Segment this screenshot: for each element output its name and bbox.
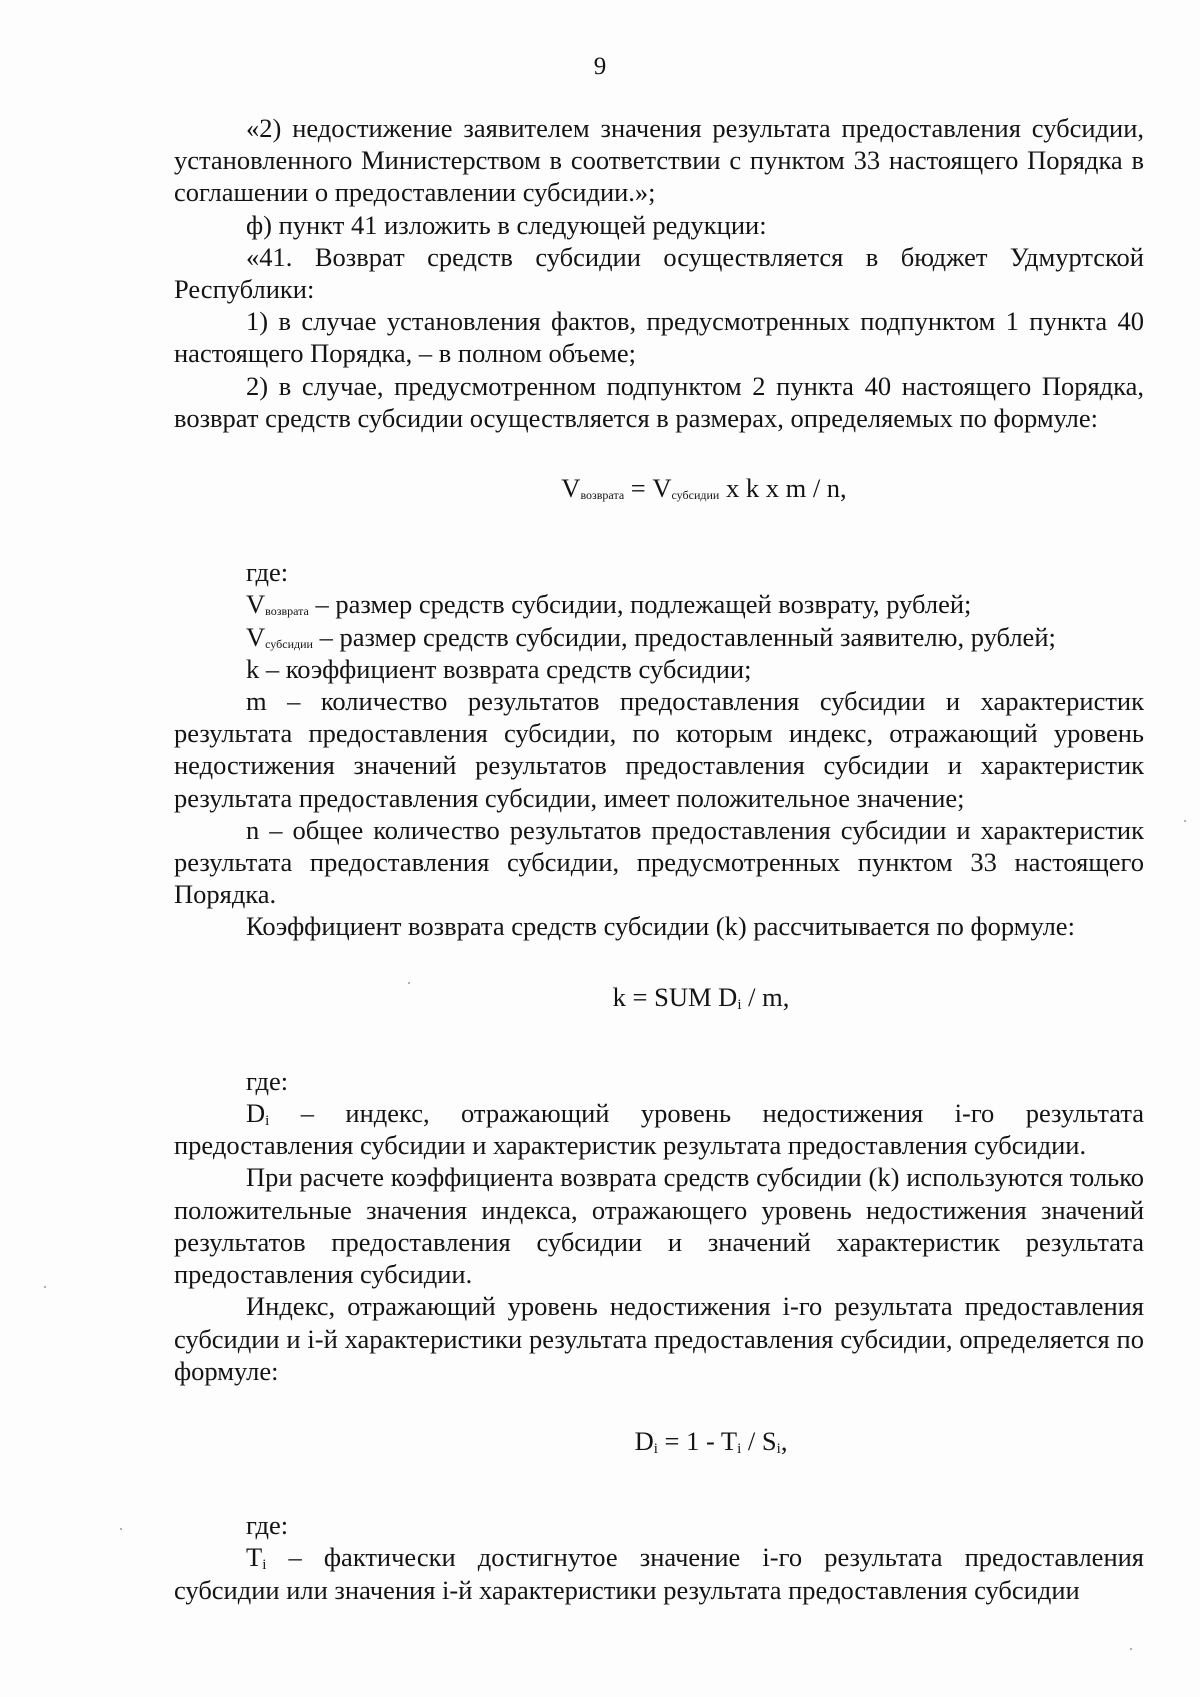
- scan-speck: [1184, 820, 1186, 822]
- definition-v-subsidy: [174, 621, 1144, 653]
- spacer: [174, 504, 1144, 556]
- definition-subscript: i: [262, 1557, 267, 1574]
- formula-subscript: i: [653, 1440, 658, 1457]
- definition-symbol: V: [246, 589, 266, 620]
- definition-subscript: субсидии: [265, 636, 313, 651]
- where-label: где:: [246, 1065, 289, 1096]
- definition-text: – размер средств субсидии, подлежащей возврату, рублей;: [308, 589, 972, 620]
- formula-text: x k x m / n,: [719, 473, 847, 504]
- scan-speck: [408, 982, 410, 984]
- paragraph-positive-values: При расчете коэффициента возврата средств субсидии (k) используются только положительные значения индекса, отражающего уровень недостижения значений результатов предоставления субсидии и значений характеристик результата предоставления субсидии.: [174, 1162, 1144, 1290]
- definition-symbol: D: [246, 1098, 266, 1129]
- definition-n: n – общее количество результатов предоставления субсидии и характеристик результата предоставления субсидии, предусмотренных пунктом 33 настоящего Порядка.: [174, 814, 1144, 910]
- definition-text: – размер средств субсидии, предоставленный заявителю, рублей;: [312, 621, 1056, 652]
- formula-subscript: субсидии: [671, 488, 720, 503]
- formula-text: / S: [741, 1425, 777, 1456]
- formula-subscript: возврата: [580, 488, 625, 503]
- formula-coefficient-k: [174, 981, 1144, 1013]
- formula-symbol: V: [561, 473, 581, 504]
- page-number: 9: [593, 53, 607, 80]
- definition-v-return: [174, 588, 1144, 620]
- where-label: где:: [246, 557, 289, 588]
- paragraph-item-2: «2) недостижение заявителем значения результата предоставления субсидии, установленного Министерством в соответствии с пунктом 33 настоящего Порядка в соглашении о предоставлении субсидии.»;: [174, 113, 1144, 208]
- formula-return-amount: [174, 472, 1144, 504]
- formula-text: = V: [624, 473, 672, 504]
- where-label: где:: [246, 1510, 289, 1541]
- paragraph-subpoint-2: 2) в случае, предусмотренном подпунктом 2 пункта 40 настоящего Порядка, возврат средств субсидии осуществляется в размерах, определяемых по формуле:: [174, 370, 1144, 433]
- definition-symbol: V: [246, 621, 266, 652]
- definition-k: k – коэффициент возврата средств субсидии;: [246, 653, 752, 684]
- definition-text: – фактически достигнутое значение i-го результата предоставления субсидии или значения i-й характеристики результата предоставления субсидии: [174, 1542, 1144, 1605]
- spacer: [174, 434, 1144, 472]
- definition-d: [174, 1097, 1144, 1161]
- formula-text: = 1 - T: [657, 1425, 738, 1456]
- definition-text: – индекс, отражающий уровень недостижения i-го результата предоставления субсидии и характеристик результата предоставления субсидии.: [174, 1098, 1144, 1161]
- scan-speck: [44, 1286, 46, 1288]
- formula-text: ,: [780, 1425, 788, 1456]
- scan-speck: [1130, 1648, 1132, 1650]
- formula-subscript: i: [737, 996, 742, 1013]
- paragraph-item-f: ф) пункт 41 изложить в следующей редукции:: [246, 209, 767, 240]
- formula-text: D: [634, 1425, 654, 1456]
- document-body: [174, 112, 1144, 1606]
- definition-subscript: i: [265, 1113, 270, 1130]
- spacer: [174, 943, 1144, 981]
- spacer: [174, 1013, 1144, 1065]
- formula-text: / m,: [741, 981, 790, 1012]
- scan-speck: [120, 1528, 122, 1530]
- definition-subscript: возврата: [265, 604, 309, 619]
- formula-index-d: [174, 1425, 1144, 1457]
- paragraph-index-intro: Индекс, отражающий уровень недостижения i-го результата предоставления субсидии и i-й характеристики результата предоставления субсидии, определяется по формуле:: [174, 1291, 1144, 1386]
- paragraph-point-41: «41. Возврат средств субсидии осуществляется в бюджет Удмуртской Республики:: [174, 241, 1144, 305]
- definition-symbol: T: [246, 1542, 263, 1573]
- spacer: [174, 1387, 1144, 1425]
- definition-m: m – количество результатов предоставления субсидии и характеристик результата предоставления субсидии, по которым индекс, отражающий уровень недостижения значений результатов предоставления субсидии и характеристик результата предоставления субсидии, имеет положительное значение;: [174, 686, 1144, 813]
- paragraph-subpoint-1: 1) в случае установления фактов, предусмотренных подпунктом 1 пункта 40 настоящего Порядка, – в полном объеме;: [174, 306, 1144, 369]
- spacer: [174, 1457, 1144, 1509]
- definition-t: [174, 1541, 1144, 1605]
- paragraph-k-intro: Коэффициент возврата средств субсидии (k) рассчитывается по формуле:: [246, 911, 1075, 942]
- formula-subscript: i: [737, 1440, 742, 1457]
- formula-text: k = SUM D: [612, 981, 738, 1012]
- formula-subscript: i: [776, 1440, 781, 1457]
